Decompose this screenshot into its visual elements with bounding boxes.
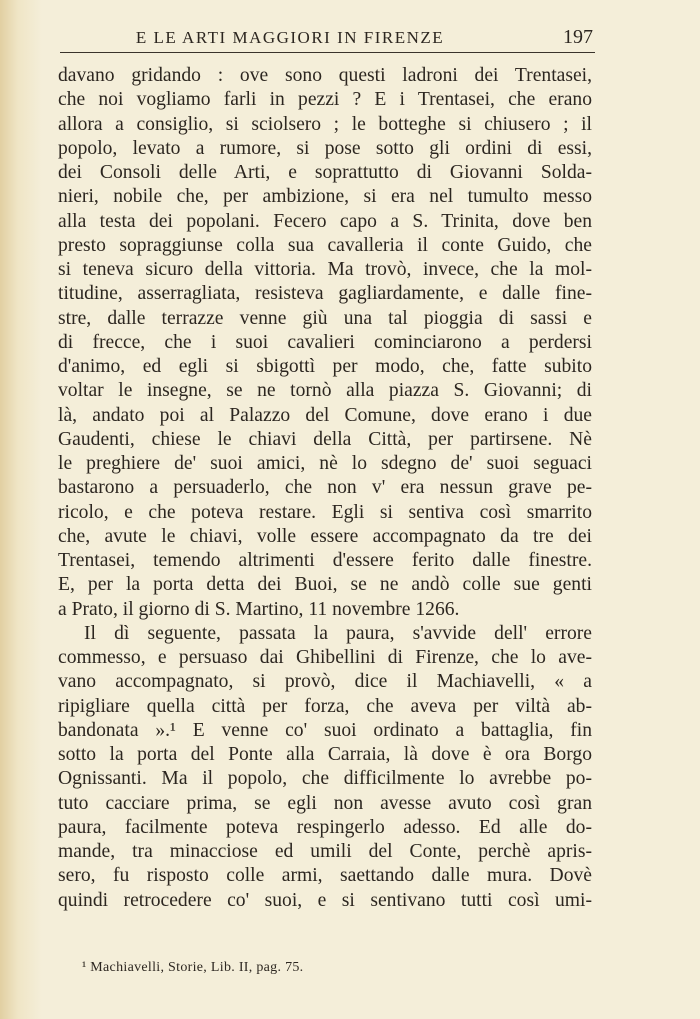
text-line: sero, fu risposto colle armi, saettando dalle mura. Dovè [58, 865, 592, 887]
text-line: le preghiere de' suoi amici, nè lo sdegno de' suoi seguaci [58, 453, 592, 474]
text-line: Gaudenti, chiese le chiavi della Città, per partirsene. Nè [58, 428, 592, 450]
running-head: E LE ARTI MAGGIORI IN FIRENZE [135, 28, 445, 47]
text-line: Trentasei, temendo altrimenti d'essere ferito dalle finestre. [58, 550, 592, 571]
text-line: vano accompagnato, si provò, dice il Machiavelli, « a [58, 671, 592, 693]
text-line: di frecce, che i suoi cavalieri cominciarono a perdersi [58, 331, 592, 353]
text-line: E, per la porta detta dei Buoi, se ne andò colle sue genti [58, 574, 592, 596]
text-line: d'animo, ed egli si sbigottì per modo, che, fatte subito [58, 356, 592, 377]
text-line: titudine, asserragliata, resisteva gagliardamente, e dalle fine- [58, 283, 592, 305]
text-line: tuto cacciare prima, se egli non avesse avuto così gran [58, 792, 592, 814]
text-line: che noi vogliamo farli in pezzi ? E i Trentasei, che erano [58, 89, 592, 111]
body-text [58, 64, 592, 913]
text-line: Ognissanti. Ma il popolo, che difficilmente lo avrebbe po- [58, 768, 592, 790]
page-number: 197 [563, 26, 593, 48]
text-line: quindi retrocedere co' suoi, e si sentivano tutti così umi- [58, 889, 592, 911]
text-line: là, andato poi al Palazzo del Comune, dove erano i due [58, 404, 592, 426]
page-header [60, 26, 595, 53]
footnote: ¹ Machiavelli, Storie, Lib. II, pag. 75. [82, 960, 304, 975]
text-line: popolo, levato a rumore, si pose sotto gli ordini di essi, [58, 137, 592, 159]
text-line: bastarono a persuaderlo, che non v' era nessun grave pe- [58, 477, 592, 499]
text-line: Il dì seguente, passata la paura, s'avvide dell' errore [84, 622, 592, 644]
text-line: presto sopraggiunse colla sua cavalleria il conte Guido, che [58, 234, 592, 256]
text-line: davano gridando : ove sono questi ladroni dei Trentasei, [58, 65, 592, 86]
text-line: sotto la porta del Ponte alla Carraia, là dove è ora Borgo [58, 744, 592, 765]
text-line: che, avute le chiavi, volle essere accompagnato da tre dei [58, 525, 592, 547]
text-line: nieri, nobile che, per ambizione, si era nel tumulto messo [58, 186, 592, 208]
text-line: a Prato, il giorno di S. Martino, 11 novembre 1266. [58, 598, 460, 620]
text-line: allora a consiglio, si sciolsero ; le botteghe si chiusero ; il [58, 113, 592, 135]
text-line: ricolo, e che poteva restare. Egli si sentiva così smarrito [58, 501, 592, 523]
text-line: paura, facilmente poteva respingerlo adesso. Ed alle do- [58, 816, 592, 838]
text-line: alla testa dei popolani. Fecero capo a S. Trinita, dove ben [58, 210, 592, 232]
text-line: mande, tra minacciose ed umili del Conte, perchè apris- [58, 841, 592, 862]
text-line: ripigliare quella città per forza, che aveva per viltà ab- [58, 695, 592, 717]
text-line: voltar le insegne, se ne tornò alla piazza S. Giovanni; di [58, 380, 592, 402]
text-line: si teneva sicuro della vittoria. Ma trovò, invece, che la mol- [58, 259, 592, 280]
text-line: bandonata ».¹ E venne co' suoi ordinato a battaglia, fin [58, 719, 592, 741]
text-line: dei Consoli delle Arti, e soprattutto di Giovanni Solda- [58, 162, 592, 183]
text-line: stre, dalle terrazze venne giù una tal pioggia di sassi e [58, 307, 592, 329]
text-line: commesso, e persuaso dai Ghibellini di Firenze, che lo ave- [58, 647, 592, 668]
